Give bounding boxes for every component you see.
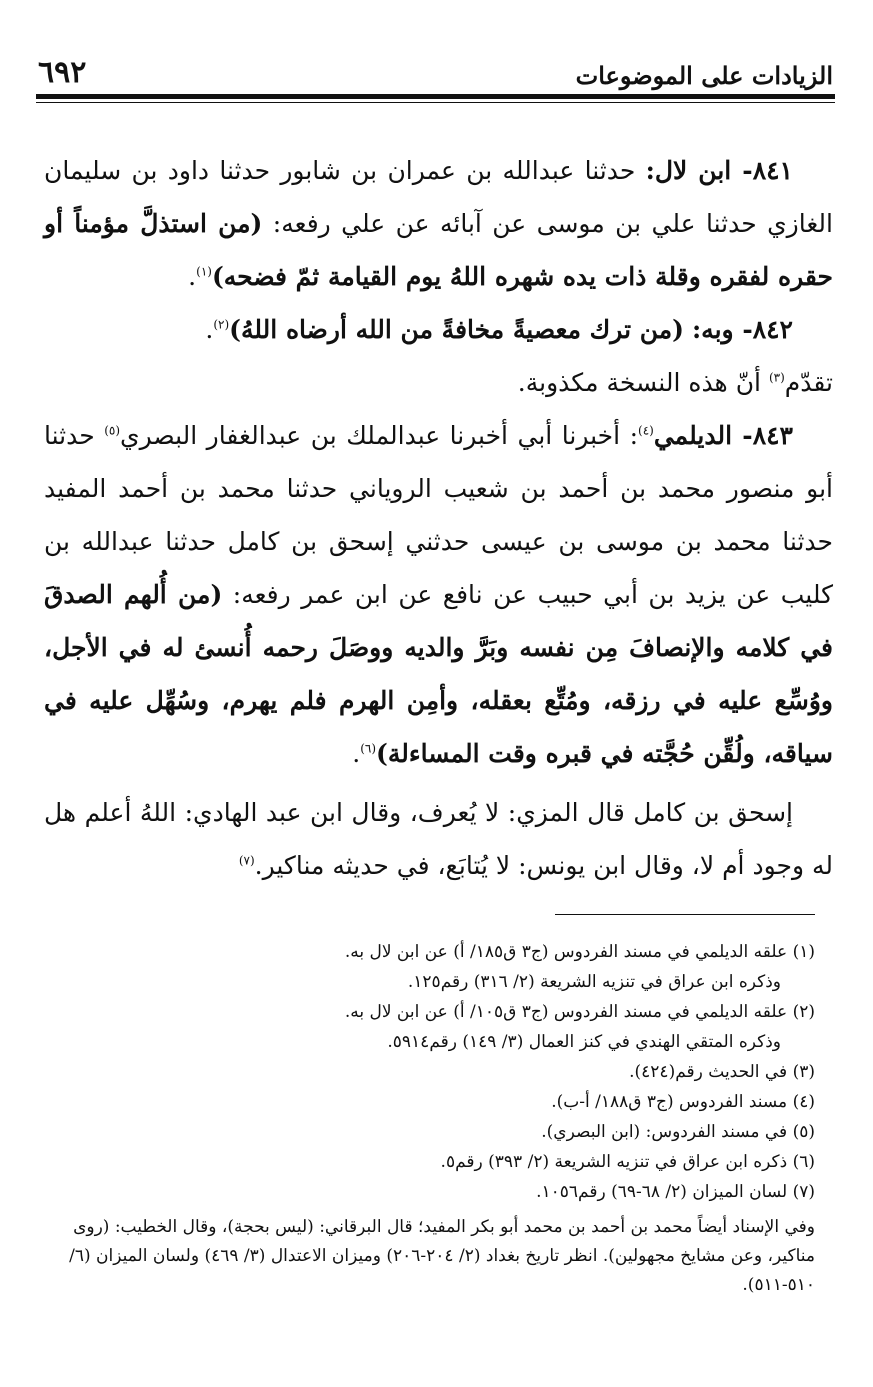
note-842 [44,356,833,409]
page-number: ٦٩٢ [38,55,87,90]
punctuation: . [188,262,197,291]
spacer-text [684,315,692,344]
footnote-ref[interactable]: (١) [196,264,212,279]
footnote-3: (٣) في الحديث رقم(٤٢٤). [629,1062,815,1082]
footnote-separator [555,914,815,915]
footnote-1: (١) علقه الديلمي في مسند الفردوس (ج٣ ق١٨٥/ أ) عن ابن لال به. [344,942,815,962]
header-rule-thick [36,94,835,99]
hadith-matn: (من ترك معصيةً مخافةً من الله أرضاه اللهُ) [229,315,684,344]
footnote-ref[interactable]: (٤) [638,423,654,438]
hadith-source: ابن لال: [645,156,732,185]
footnote-ref[interactable]: (٧) [238,853,255,868]
punctuation: . [352,739,361,768]
hadith-843 [44,409,833,780]
comment-text: إسحق بن كامل قال المزي: لا يُعرف، وقال ابن عبد الهادي: اللهُ أعلم هل له وجود أم لا، وقال ابن يونس: لا يُتابَع، في حديثه مناكير. [44,798,833,880]
note-text: أنّ هذه النسخة مكذوبة. [517,368,769,397]
comment-843 [44,786,833,892]
hadith-source: وبه: [691,315,734,344]
running-title: الزيادات على الموضوعات [575,61,833,90]
hadith-chain: حدثنا عبدالله بن عمران بن شابور حدثنا داود بن سليمان الغازي حدثنا علي بن موسى عن آبائه عن علي رفعه: [44,156,834,238]
hadith-number: ٨٤٣- [732,421,793,450]
footnote-ref[interactable]: (٢) [213,317,230,332]
footnotes [44,937,815,1300]
hadith-matn: (من أُلهم الصدقَ في كلامه والإنصافَ مِن نفسه وبَرَّ والديه ووصَلَ رحمه أُنسئ له في الأجل، ووُسِّع عليه في رزقه، ومُتِّع بعقله، وأمِن الهرم فلم يهرم، وسُهِّل عليه في سياقه، ولُقِّن حُجَّته في قبره وقت المساءلة) [44,580,833,768]
footnote-extra-note: وفي الإسناد أيضاً محمد بن أحمد بن محمد أبو بكر المفيد؛ قال البرقاني: (ليس بحجة)، وقال الخطيب: (روى مناكير، وعن مشايخ مجهولين). انظر تاريخ بغداد (٢/ ٢٠٤-٢٠٦) وميزان الاعتدال (٣/ ٤٦٩) ولسان الميزان (٦/ ٥١٠-٥١١). [69,1217,815,1295]
note-text: تقدّم [784,368,833,397]
footnote-1-continuation: وذكره ابن عراق في تنزيه الشريعة (٢/ ٣١٦) رقم١٢٥. [407,972,781,992]
footnote-ref[interactable]: (٦) [360,741,377,756]
footnote-5: (٥) في مسند الفردوس: (ابن البصري). [541,1122,815,1142]
hadith-chain: : أخبرنا أبي أخبرنا عبدالملك بن عبدالغفار البصري [120,421,638,450]
punctuation: . [205,315,214,344]
hadith-matn: (من استذلَّ مؤمناً أو حقره لفقره وقلة ذات يده شهره اللهُ يوم القيامة ثمّ فضحه) [44,209,833,291]
page-header [38,38,833,90]
footnote-2: (٢) علقه الديلمي في مسند الفردوس (ج٣ ق١٠٥/ أ) عن ابن لال به. [344,1002,815,1022]
footnote-7: (٧) لسان الميزان (٢/ ٦٨-٦٩) رقم١٠٥٦. [536,1182,815,1202]
hadith-842 [44,303,833,356]
hadith-source: الديلمي [653,421,733,450]
hadith-number: ٨٤١- [731,156,793,185]
footnote-6: (٦) ذكره ابن عراق في تنزيه الشريعة (٢/ ٣٩٣) رقم٥. [440,1152,815,1172]
main-text [44,144,833,892]
hadith-chain: حدثنا أبو منصور محمد بن أحمد بن شعيب الروياني حدثنا محمد بن أحمد المفيد حدثنا محمد بن موسى بن عيسى حدثني إسحق بن كامل حدثنا عبدالله بن كليب عن يزيد بن أبي حبيب عن نافع عن ابن عمر رفعه: [44,421,833,609]
header-rule-thin [36,102,835,103]
footnote-4: (٤) مسند الفردوس (ج٣ ق١٨٨/ أ-ب). [551,1092,815,1112]
footnote-ref[interactable]: (٣) [768,370,785,385]
footnote-2-continuation: وذكره المتقي الهندي في كنز العمال (٣/ ١٤٩) رقم٥٩١٤. [387,1032,781,1052]
hadith-number: ٨٤٢- [733,315,793,344]
hadith-841 [44,144,833,303]
footnote-ref[interactable]: (٥) [104,423,121,438]
